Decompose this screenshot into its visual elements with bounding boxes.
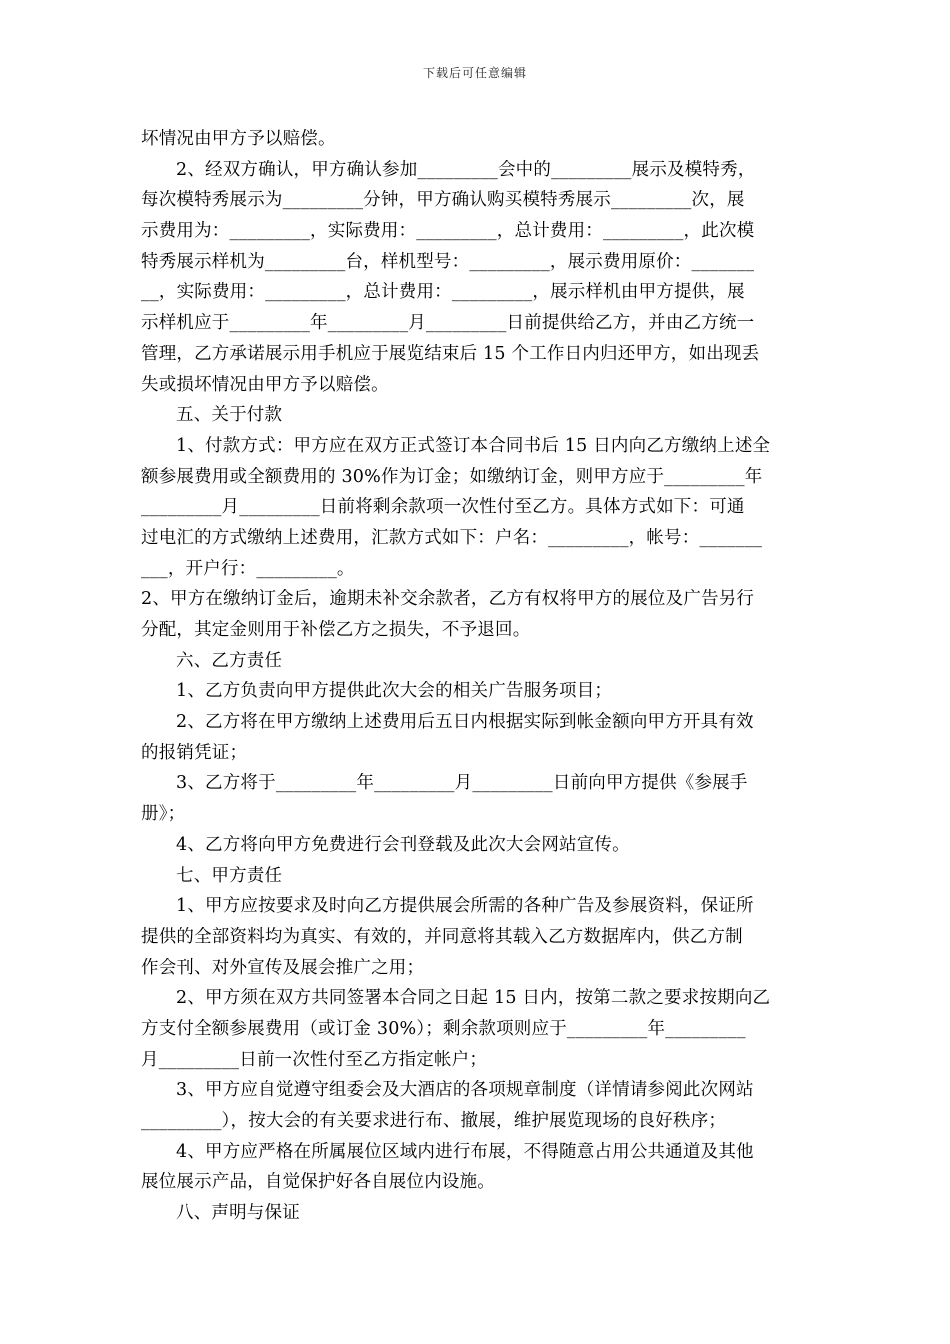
- text-line: 每次模特秀展示为_________分钟，甲方确认购买模特秀展示_________次，展: [141, 190, 745, 211]
- text-line: 提供的全部资料均为真实、有效的，并同意将其载入乙方数据库内，供乙方制: [141, 926, 743, 947]
- text-line: 的报销凭证；: [141, 742, 248, 763]
- text-line: 六、乙方责任: [176, 650, 283, 671]
- text-line: 1、乙方负责向甲方提供此次大会的相关广告服务项目；: [176, 681, 613, 702]
- text-line: 月_________日前一次性付至乙方指定帐户；: [141, 1049, 488, 1070]
- text-line: 2、经双方确认，甲方确认参加_________会中的_________展示及模特秀，: [176, 159, 756, 180]
- text-line: 坏情况由甲方予以赔偿。: [141, 129, 336, 149]
- text-line: _________月_________日前将剩余款项一次性付至乙方。具体方式如下：可通: [141, 497, 745, 518]
- text-line: 过电汇的方式缴纳上述费用，汇款方式如下：户名：_________，帐号：_______: [141, 527, 763, 548]
- text-line: 3、乙方将于_________年_________月_________日前向甲方提供《参展手: [176, 773, 748, 794]
- text-line: 失或损坏情况由甲方予以赔偿。: [141, 374, 389, 395]
- text-line: 分配，其定金则用于补偿乙方之损失，不予退回。: [141, 620, 531, 640]
- text-line: 2、甲方须在双方共同签署本合同之日起 15 日内，按第二款之要求按期向乙: [176, 988, 771, 1009]
- text-line: 作会刊、对外宣传及展会推广之用；: [141, 957, 425, 978]
- text-line: 方支付全额参展费用（或订金 30%）；剩余款项则应于_________年_________: [141, 1018, 746, 1039]
- text-line: 五、关于付款: [176, 405, 283, 426]
- text-line: __，实际费用：_________，总计费用：_________，展示样机由甲方提供，展: [141, 282, 745, 303]
- text-line: 1、付款方式：甲方应在双方正式签订本合同书后 15 日内向乙方缴纳上述全: [176, 435, 771, 456]
- text-line: 1、甲方应按要求及时向乙方提供展会所需的各种广告及参展资料，保证所: [176, 896, 754, 917]
- text-line: 管理，乙方承诺展示用手机应于展览结束后 15 个工作日内归还甲方，如出现丢: [141, 343, 760, 364]
- text-line: 示费用为：_________，实际费用：_________，总计费用：_________，此次模: [141, 221, 755, 242]
- page-header: 下载后可任意编辑: [422, 66, 527, 80]
- text-line: 展位展示产品，自觉保护好各自展位内设施。: [141, 1172, 495, 1193]
- text-line: ___，开户行：_________。: [141, 558, 355, 579]
- text-line: 2、甲方在缴纳订金后，逾期未补交余款者，乙方有权将甲方的展位及广告另行: [141, 589, 755, 610]
- text-line: _________），按大会的有关要求进行布、撤展，维护展览现场的良好秩序；: [141, 1111, 727, 1131]
- text-line: 4、乙方将向甲方免费进行会刊登载及此次大会网站宣传。: [176, 834, 630, 855]
- document-body: [141, 124, 831, 1229]
- text-line: 八、声明与保证: [176, 1203, 300, 1224]
- text-line: 七、甲方责任: [176, 865, 283, 886]
- text-line: 额参展费用或全额费用的 30%作为订金；如缴纳订金，则甲方应于_________年: [141, 466, 763, 487]
- text-line: 3、甲方应自觉遵守组委会及大酒店的各项规章制度（详情请参阅此次网站: [176, 1080, 754, 1101]
- text-line: 2、乙方将在甲方缴纳上述费用后五日内根据实际到帐金额向甲方开具有效: [176, 712, 754, 733]
- text-line: 4、甲方应严格在所属展位区域内进行布展，不得随意占用公共通道及其他: [176, 1141, 754, 1162]
- text-line: 特秀展示样机为_________台，样机型号：_________，展示费用原价：_______: [141, 251, 755, 272]
- text-line: 示样机应于_________年_________月_________日前提供给乙方，并由乙方统一: [141, 313, 755, 334]
- text-line: 册》；: [141, 804, 186, 825]
